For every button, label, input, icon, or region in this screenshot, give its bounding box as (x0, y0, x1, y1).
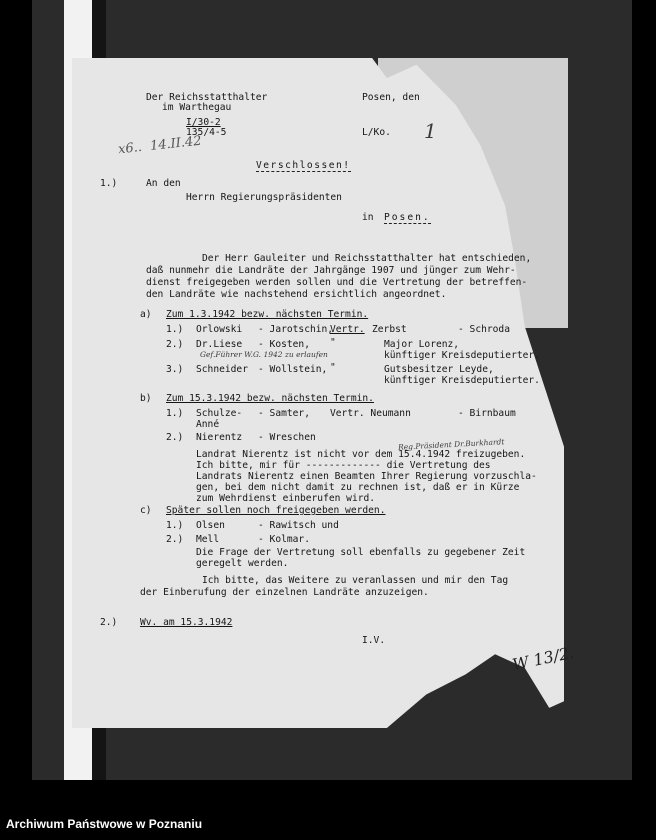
intro-line-4: den Landräte wie nachstehend ersichtlich angeordnet. (146, 289, 447, 300)
item-2-text: Wv. am 15.3.1942 (140, 617, 233, 628)
intro-line-1: Der Herr Gauleiter und Reichsstatthalter hat entschieden, (202, 253, 532, 264)
reference-2: 135/4-5 (186, 127, 227, 138)
signature-iv: I.V. (362, 635, 386, 646)
section-a-row-3-name: Schneider (196, 364, 248, 375)
intro-line-2: daß nunmehr die Landräte der Jahrgänge 1907 und jünger zum Wehr- (146, 265, 516, 276)
section-b-para-line-1: Landrat Nierentz ist nicht vor dem 15.4.1942 freizugeben. (196, 449, 526, 460)
section-a-row-1-rep: Zerbst (372, 324, 407, 335)
section-c-row-2-city: - Kolmar. (258, 534, 310, 545)
section-b-row-1-rep: Vertr. Neumann (330, 408, 411, 419)
section-b-row-2-city: - Wreschen (258, 432, 316, 443)
section-a-row-2-name: Dr.Liese (196, 339, 243, 350)
section-c-para-line-1: Die Frage der Vertretung soll ebenfalls zu gegebener Zeit (196, 547, 526, 558)
section-b-row-1-name-2: Anné (196, 419, 220, 430)
addressee-place-prefix: in (362, 212, 374, 223)
section-b-row-1-city: - Samter, (258, 408, 310, 419)
addressee-line-2: Herrn Regierungspräsidenten (186, 192, 342, 203)
section-b-para-line-3: Landrats Nierentz einen Beamten Ihrer Regierung vorzuschla- (196, 471, 537, 482)
addressee-line-1: An den (146, 178, 181, 189)
section-a-row-1-name: Orlowski (196, 324, 243, 335)
section-b-para-line-2: Ich bitte, mir für ------------- die Vertretung des (196, 460, 491, 471)
item-2-number: 2.) (100, 617, 118, 628)
place-date: Posen, den (362, 92, 420, 103)
authority-line-1: Der Reichsstatthalter (146, 92, 268, 103)
section-a-row-3-number: 3.) (166, 364, 184, 375)
section-b-row-2-number: 2.) (166, 432, 184, 443)
section-a-row-2-ditto: " (330, 337, 336, 348)
section-b-row-1-number: 1.) (166, 408, 184, 419)
section-b-handwritten-note: Reg.Präsident Dr.Burkhardt (397, 437, 505, 452)
section-a-row-1-vertr: Vertr. (330, 324, 365, 335)
section-c-row-1-number: 1.) (166, 520, 184, 531)
closing-line-2: der Einberufung der einzelnen Landräte anzuzeigen. (140, 587, 429, 598)
section-c-label: c) (140, 505, 152, 516)
section-c-row-1-name: Olsen (196, 520, 225, 531)
section-c-row-2-name: Mell (196, 534, 220, 545)
section-a-row-1-rep-city: - Schroda (458, 324, 510, 335)
section-b-row-1-rep-city: - Birnbaum (458, 408, 516, 419)
archive-credit: Archiwum Państwowe w Poznaniu (6, 817, 203, 831)
section-a-row-2-number: 2.) (166, 339, 184, 350)
reference-1: I/30-2 (186, 117, 221, 128)
section-a-row-2-rep-role: künftiger Kreisdeputierter. (384, 350, 540, 361)
section-b-para-line-5: zum Wehrdienst einberufen wird. (196, 493, 376, 504)
section-a-handwritten-note: Gef.Führer W.G. 1942 zu erlaufen (200, 350, 328, 359)
reference-code: L/Ko. (362, 127, 391, 138)
section-c-para-line-2: geregelt werden. (196, 558, 289, 569)
section-a-row-1-city: - Jarotschin, (258, 324, 334, 335)
signature-handwritten: W 13/2. (510, 642, 576, 675)
page-number: 1 (424, 119, 437, 143)
section-c-row-1-city: - Rawitsch und (258, 520, 339, 531)
section-b-heading: Zum 15.3.1942 bezw. nächsten Termin. (166, 393, 374, 404)
section-a-row-2-rep: Major Lorenz, (384, 339, 460, 350)
section-b-label: b) (140, 393, 152, 404)
section-b-row-1-name: Schulze- (196, 408, 243, 419)
authority-line-2: im Warthegau (162, 102, 232, 113)
closing-line-1: Ich bitte, das Weitere zu veranlassen und mir den Tag (202, 575, 509, 586)
section-a-heading: Zum 1.3.1942 bezw. nächsten Termin. (166, 309, 369, 320)
section-a-row-3-rep-role: künftiger Kreisdeputierter. (384, 375, 540, 386)
intro-line-3: dienst freigegeben werden sollen und die Vertretung der betreffen- (146, 277, 528, 288)
handwritten-date-note: x6.. 14.II.42 (117, 133, 203, 158)
section-c-row-2-number: 2.) (166, 534, 184, 545)
classification-stamp: Verschlossen! (256, 160, 351, 171)
item-1-number: 1.) (100, 178, 118, 189)
section-a-row-3-city: - Wollstein, (258, 364, 328, 375)
section-c-heading: Später sollen noch freigegeben werden. (166, 505, 386, 516)
section-a-row-2-city: - Kosten, (258, 339, 310, 350)
section-a-row-3-ditto: " (330, 362, 336, 373)
section-a-label: a) (140, 309, 152, 320)
section-a-row-3-rep: Gutsbesitzer Leyde, (384, 364, 494, 375)
section-b-para-line-4: gen, bei dem nicht damit zu rechnen ist, daß er in Kürze (196, 482, 520, 493)
section-b-row-2-name: Nierentz (196, 432, 243, 443)
footer-bar (0, 790, 656, 840)
section-a-row-1-number: 1.) (166, 324, 184, 335)
addressee-place: Posen. (384, 212, 431, 223)
